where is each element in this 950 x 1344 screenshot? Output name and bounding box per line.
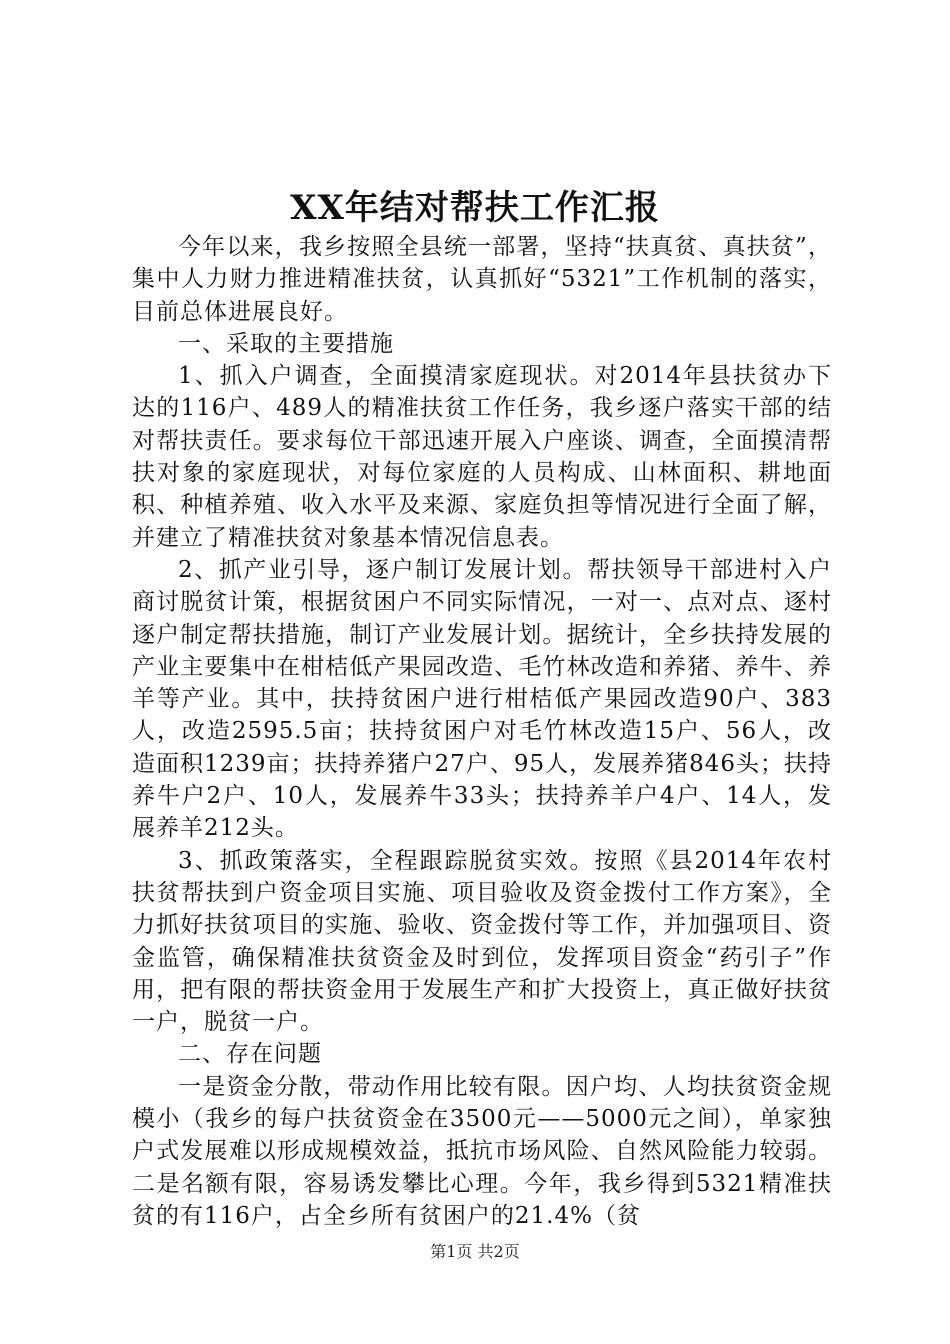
page-footer: 第1页 共2页 [430, 1242, 520, 1261]
measure-paragraph-3: 3、抓政策落实，全程跟踪脱贫实效。按照《县2014年农村扶贫帮扶到户资金项目实施、项目验收及资金拨付工作方案》，全力抓好扶贫项目的实施、验收、资金拨付等工作，并加强项目、资金监管，确保精准扶贫资金及时到位，发挥项目资金“药引子”作用，把有限的帮扶资金用于发展生产和扩大投资上，真正做好扶贫一户，脱贫一户。 [132, 847, 832, 1036]
document-title: XX年结对帮扶工作汇报 [290, 188, 660, 228]
section-heading-measures: 一、采取的主要措施 [178, 330, 394, 357]
measure-paragraph-1: 1、抓入户调查，全面摸清家庭现状。对2014年县扶贫办下达的116户、489人的精准扶贫工作任务，我乡逐户落实干部的结对帮扶责任。要求每位干部迅速开展入户座谈、调查，全面摸清帮扶对象的家庭现状，对每位家庭的人员构成、山林面积、耕地面积、种植养殖、收入水平及来源、家庭负担等情况进行全面了解，并建立了精准扶贫对象基本情况信息表。 [132, 363, 832, 551]
section-heading-problems: 二、存在问题 [178, 1041, 322, 1068]
measure-paragraph-2: 2、抓产业引导，逐户制订发展计划。帮扶领导干部进村入户商讨脱贫计策，根据贫困户不同实际情况，一对一、点对点、逐村逐户制定帮扶措施，制订产业发展计划。据统计，全乡扶持发展的产业主要集中在柑桔低产果园改造、毛竹林改造和养猪、养牛、养羊等产业。其中，扶持贫困户进行柑桔低产果园改造90户、383人，改造2595.5亩；扶持贫困户对毛竹林改造15户、56人，改造面积1239亩；扶持养猪户27户、95人，发展养猪846头；扶持养牛户2户、10人，发展养牛33头；扶持养羊户4户、14人，发展养羊212头。 [132, 556, 832, 842]
document-body [132, 231, 832, 1232]
problem-paragraph-1: 一是资金分散，带动作用比较有限。因户均、人均扶贫资金规模小（我乡的每户扶贫资金在3500元——5000元之间），单家独户式发展难以形成规模效益，抵抗市场风险、自然风险能力较弱。二是名额有限，容易诱发攀比心理。今年，我乡得到5321精准扶贫的有116户，占全乡所有贫困户的21.4%（贫 [132, 1073, 832, 1229]
intro-paragraph: 今年以来，我乡按照全县统一部署，坚持“扶真贫、真扶贫”，集中人力财力推进精准扶贫，认真抓好“5321”工作机制的落实，目前总体进展良好。 [132, 234, 832, 325]
